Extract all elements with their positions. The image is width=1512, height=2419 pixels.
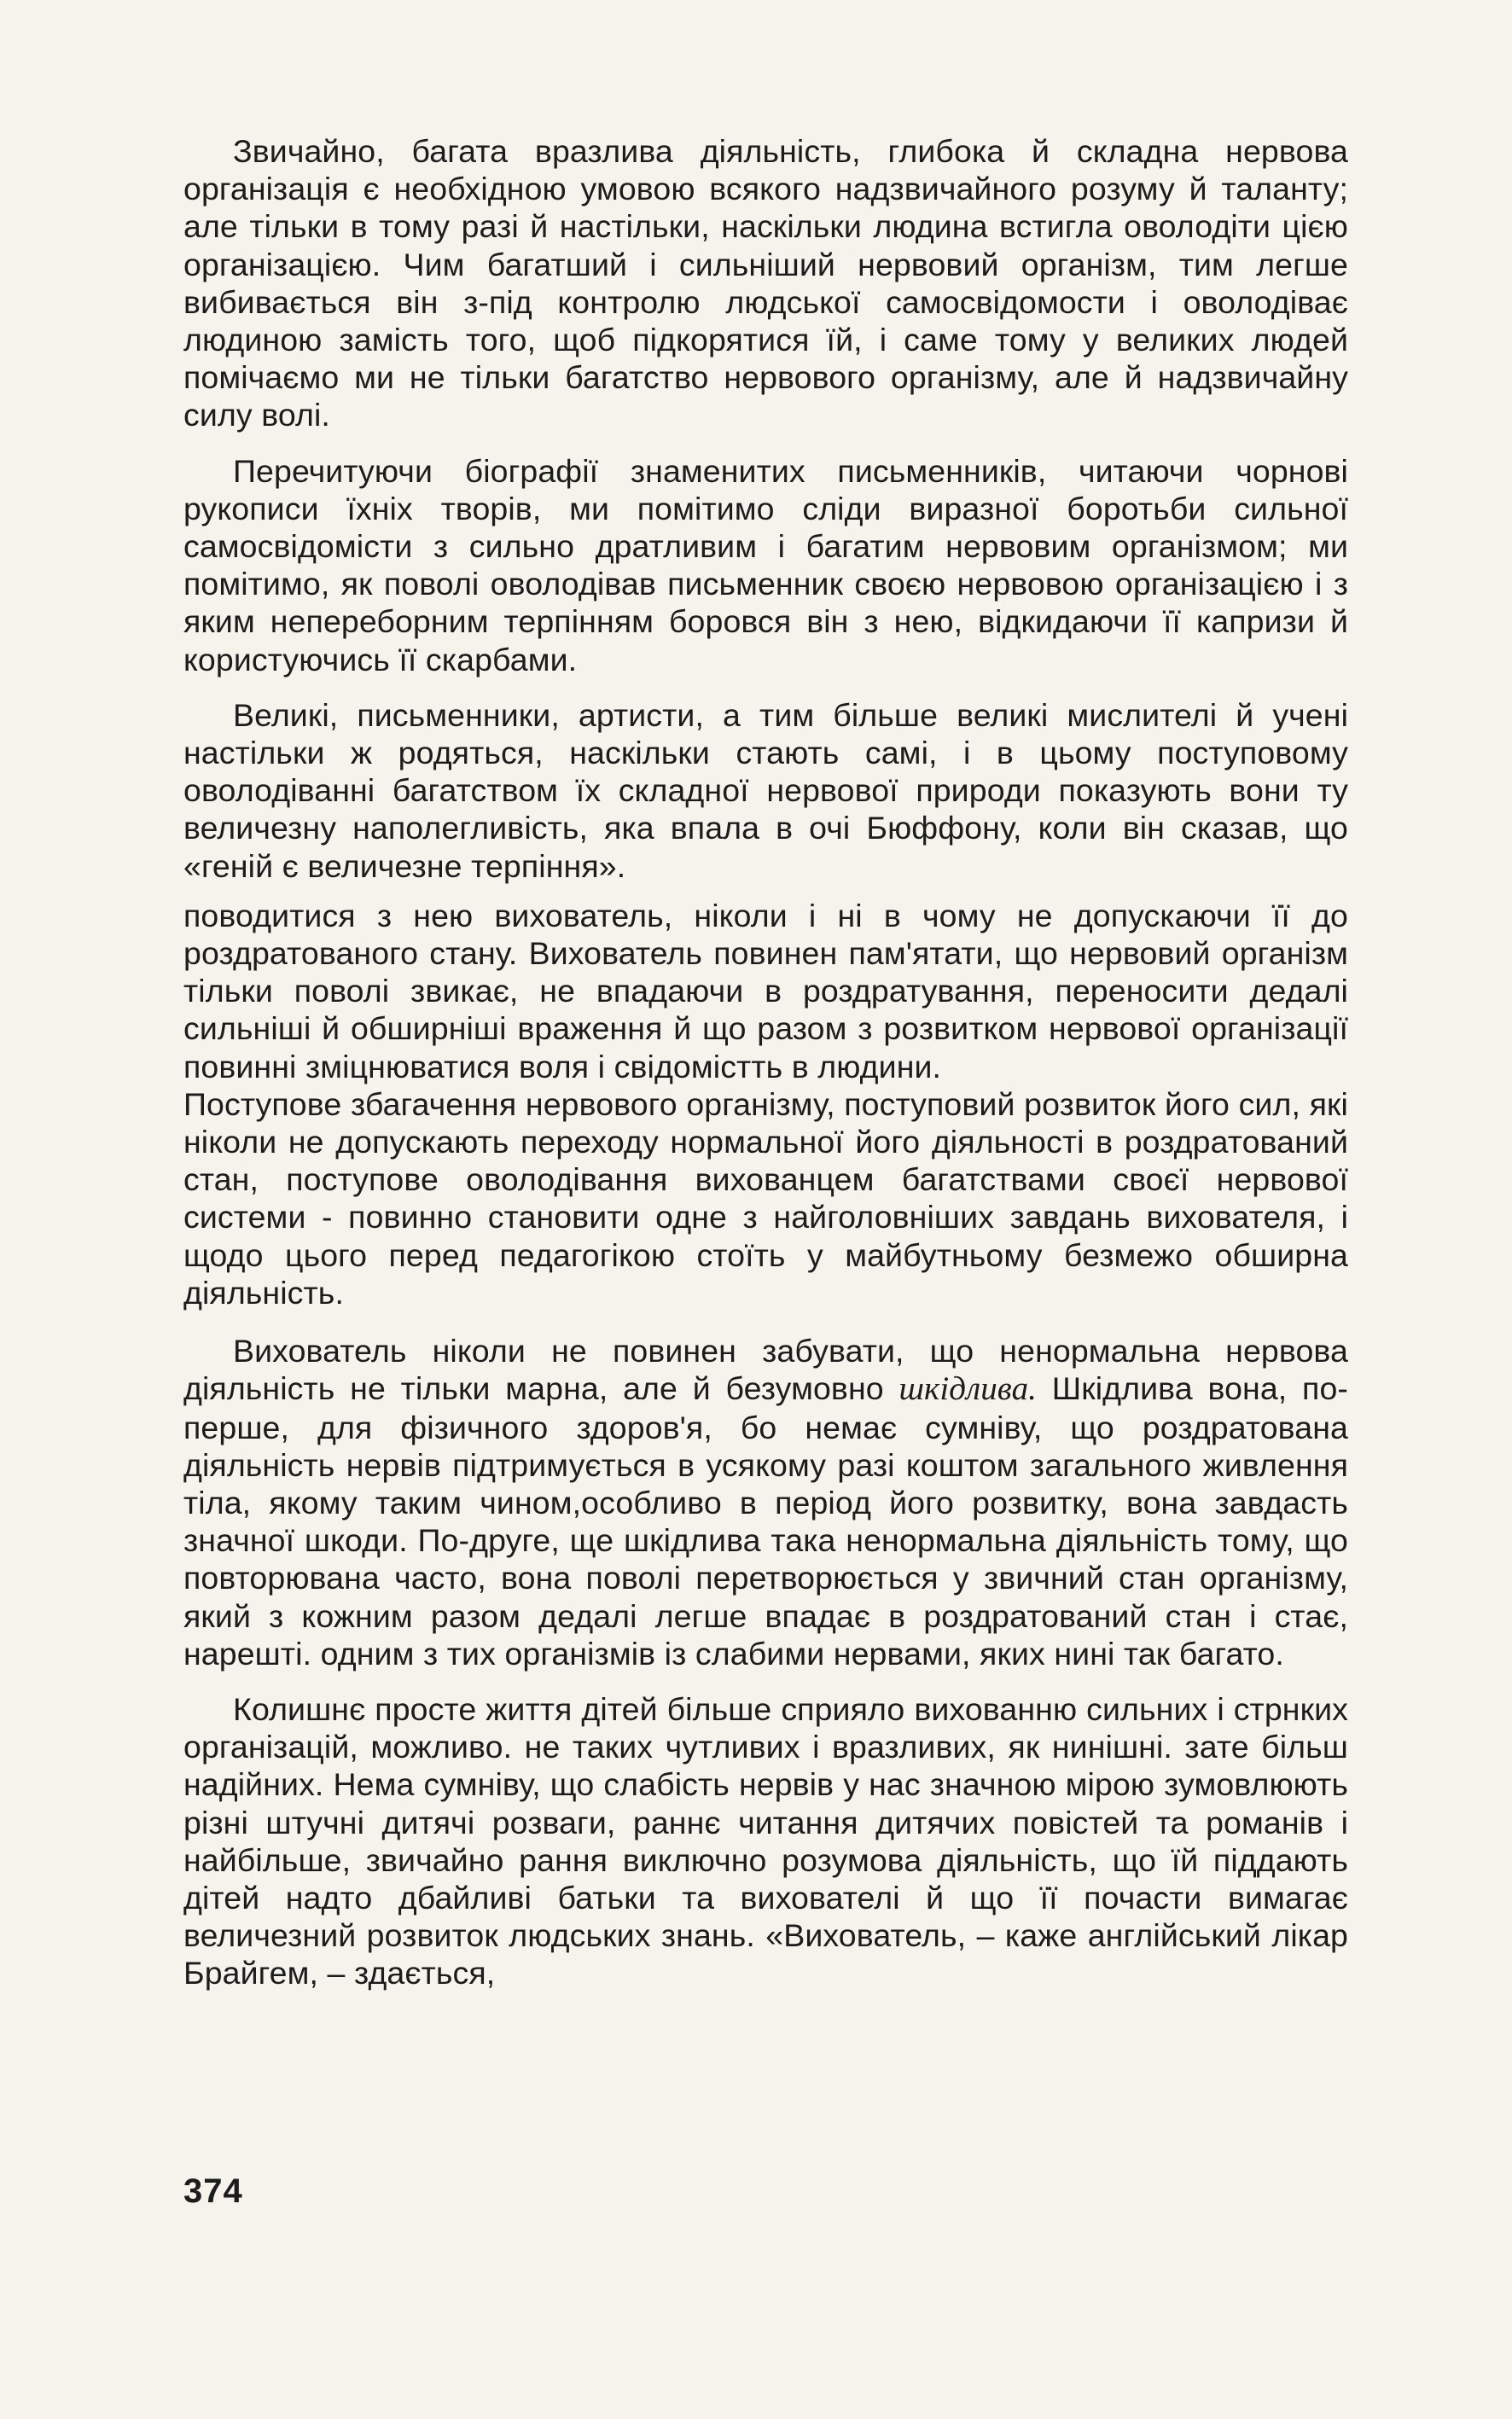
paragraph-7: Колишнє просте життя дітей більше сприяло вихованню сильних і стрнких організацій, можливо. не таких чутливих і вразливих, як нинішні. зате більш надійних. Нема сумніву, що слабість нервів у нас значною мірою зумовлюють різні штучні дитячі розваги, раннє читання дитячих повістей та романів і найбільше, звичайно рання виключно розумова діяльність, що їй піддають дітей надто дбайливі батьки та вихователі й що її почасти вимагає величезний розвиток людських знань. «Вихователь, – каже англійський лікар Брайгем, – здається, <box>183 1690 1348 1992</box>
paragraph-2: Перечитуючи біографії знаменитих письменників, читаючи чорнові рукописи їхніх творів, ми помітимо сліди виразної боротьби сильної самосвідомісти з сильно дратливим і багатим нервовим організмом; ми помітимо, як поволі оволодівав письменник своєю нервовою організацією і з яким непереборним терпінням боровся він з нею, відкидаючи її капризи й користуючись її скарбами. <box>183 452 1348 677</box>
paragraph-6-text-start: Вихователь ніколи не повинен забувати, що ненормальна нервова діяльність не тільки марна, але й безумовно <box>183 1333 1348 1407</box>
emphasized-word: шкідлива. <box>898 1370 1038 1408</box>
paragraph-6 <box>183 1332 1348 1672</box>
page-number: 374 <box>183 2172 243 2210</box>
page-body <box>183 132 1348 1992</box>
paragraph-1: Звичайно, багата вразлива діяльність, глибока й складна нервова організація є необхідною умовою всякого надзвичайного розуму й таланту; але тільки в тому разі й настільки, наскільки людина встигла оволодіти цією організацією. Чим багатший і сильніший нервовий організм, тим легше вибивається він з-під контролю людської самосвідомости і оволодіває людиною замість того, щоб підкорятися їй, і саме тому у великих людей помічаємо ми не тільки багатство нервового організму, але й надзвичайну силу волі. <box>183 133 1348 433</box>
paragraph-5: Поступове збагачення нервового організму, поступовий розвиток його сил, які ніколи не допускають переходу нормальної його діяльності в роздратований стан, поступове оволодівання вихованцем багатствами своєї нервової системи - повинно становити одне з найголовніших завдань вихователя, і щодо цього перед педагогікою стоїть у майбутньому безмежо обширна діяльність. <box>183 1085 1348 1311</box>
paragraph-6-text-end: Шкідлива вона, по-перше, для фізичного здоров'я, бо немає сумніву, що роздратована діяльність нервів підтримується в усякому разі коштом загального живлення тіла, якому таким чином,особливо в період його розвитку, вона завдасть значної шкоди. По-друге, ще шкідлива така ненормальна діяльність тому, що повторювана часто, вона поволі перетворюється у звичний стан організму, який з кожним разом дедалі легше впадає в роздратований стан і стає, нарешті. одним з тих організмів із слабими нервами, яких нині так багато. <box>183 1370 1348 1672</box>
paragraph-4: поводитися з нею вихователь, ніколи і ні в чому не допускаючи її до роздратованого стану. Вихователь повинен пам'ятати, що нервовий організм тільки поволі звикає, не впадаючи в роздратування, переносити дедалі сильніші й обширніші враження й що разом з розвитком нервової організації повинні зміцнюватися воля і свідомістть в людини. <box>183 897 1348 1084</box>
paragraph-3: Великі, письменники, артисти, а тим більше великі мислителі й учені настільки ж родяться, наскільки стають самі, і в цьому поступовому оволодіванні багатством їх складної нервової природи показують вони ту величезну наполегливість, яка впала в очі Бюффону, коли він сказав, що «геній є величезне терпіння». <box>183 696 1348 884</box>
